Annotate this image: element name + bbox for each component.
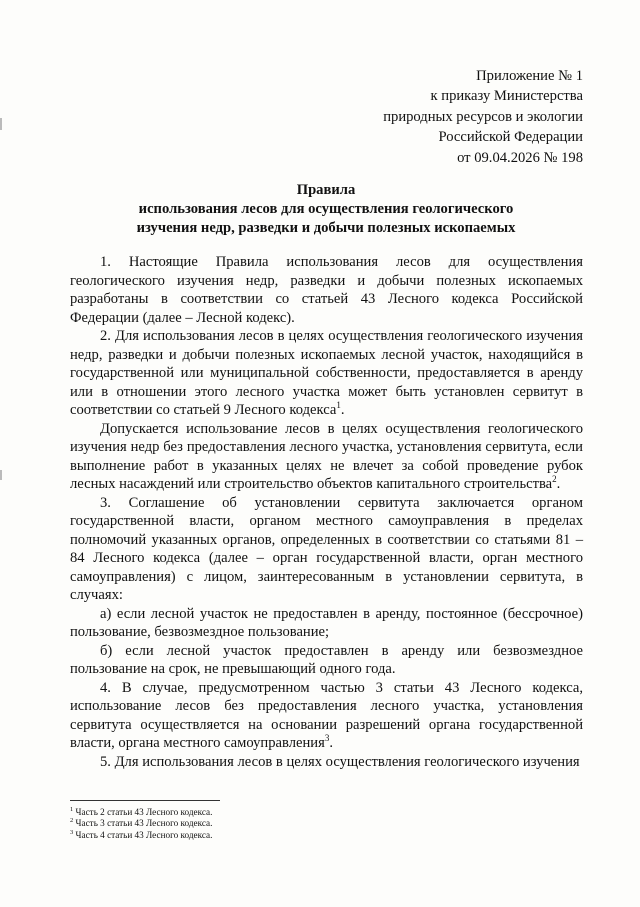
- paragraph-3: [70, 420, 583, 494]
- footnote-number: 3: [70, 828, 74, 836]
- footnote-number: 2: [70, 817, 74, 825]
- appendix-line: природных ресурсов и экологии: [383, 108, 583, 125]
- footnote-ref[interactable]: 3: [324, 733, 330, 744]
- paragraph-1: [70, 253, 583, 327]
- paragraph-text: 2. Для использования лесов в целях осуществления геологического изучения недр, разведки и добычи полезных ископаемых лесной участок, находящийся в государственной или муниципальной собственности, предоставляется в аренду или в отношении этого лесного участка может быть установлен сервитут в соответствии со статьей 9 Лесного кодекса: [70, 328, 583, 418]
- scan-edge-mark: [0, 118, 2, 130]
- footnote-number: 1: [70, 805, 74, 813]
- footnotes: [70, 807, 212, 841]
- paragraph-4: [70, 494, 583, 605]
- footnote-text: Часть 2 статьи 43 Лесного кодекса.: [73, 807, 213, 817]
- footnote-text: Часть 4 статьи 43 Лесного кодекса.: [73, 829, 213, 840]
- paragraph-end: .: [340, 402, 345, 418]
- paragraph-text: Допускается использование лесов в целях осуществления геологического изучения недр без предоставления лесного участка, установления сервитута, если выполнение работ в указанных целях не влечет за собой проведение рубок лесных насаждений или строительство объектов капитального строительства: [70, 420, 583, 492]
- paragraph-7: [70, 679, 583, 753]
- footnote-3: [70, 830, 212, 841]
- document-title: [70, 181, 582, 238]
- appendix-line: к приказу Министерства: [430, 88, 583, 105]
- footnote-ref[interactable]: 1: [336, 400, 341, 411]
- paragraph-8: [70, 753, 583, 772]
- footnote-divider: [70, 800, 220, 801]
- paragraph-end: .: [329, 735, 333, 751]
- footnote-2: [70, 818, 212, 829]
- footnote-text: Часть 3 статьи 43 Лесного кодекса.: [73, 818, 213, 829]
- paragraph-end: .: [556, 476, 561, 492]
- paragraph-text: 4. В случае, предусмотренном частью 3 статьи 43 Лесного кодекса, использование лесов без предоставления лесного участка, установления сервитута осуществляется на основании разрешений органа государственной власти, органа местного самоуправления: [70, 679, 583, 751]
- paragraph-text: 1. Настоящие Правила использования лесов для осуществления геологического изучения недр, разведки и добычи полезных ископаемых разработаны в соответствии со статьей 43 Лесного кодекса Российской Федерации (далее – Лесной кодекс).: [70, 254, 583, 326]
- document-body: [70, 253, 583, 771]
- title-line: использования лесов для осуществления геологического: [138, 201, 514, 217]
- appendix-line: Российской Федерации: [438, 129, 583, 146]
- footnote-ref[interactable]: 2: [552, 474, 557, 485]
- paragraph-6: [70, 642, 583, 679]
- footnote-1: [70, 807, 212, 818]
- paragraph-text: б) если лесной участок предоставлен в аренду или безвозмездное пользование на срок, не превышающий одного года.: [70, 642, 583, 677]
- paragraph-text: 3. Соглашение об установлении сервитута заключается органом государственной власти, органом местного самоуправления в пределах полномочий указанных органов, определенных в соответствии со статьями 81 – 84 Лесного кодекса (далее – орган государственной власти, орган местного самоуправления) с лицом, заинтересованным в установлении сервитута, в случаях:: [70, 494, 583, 603]
- paragraph-text: 5. Для использования лесов в целях осуществления геологического изучения: [100, 753, 580, 770]
- title-line: изучения недр, разведки и добычи полезных ископаемых: [136, 220, 516, 236]
- appendix-line: Приложение № 1: [476, 68, 583, 84]
- paragraph-5: [70, 605, 583, 642]
- appendix-order-date: от 09.04.2026 № 198: [457, 149, 583, 166]
- appendix-header: [383, 66, 583, 168]
- scan-edge-mark: [0, 470, 2, 480]
- title-line: Правила: [296, 182, 356, 198]
- paragraph-text: а) если лесной участок не предоставлен в аренду, постоянное (бессрочное) пользование, безвозмездное пользование;: [70, 605, 583, 640]
- paragraph-2: [70, 327, 583, 420]
